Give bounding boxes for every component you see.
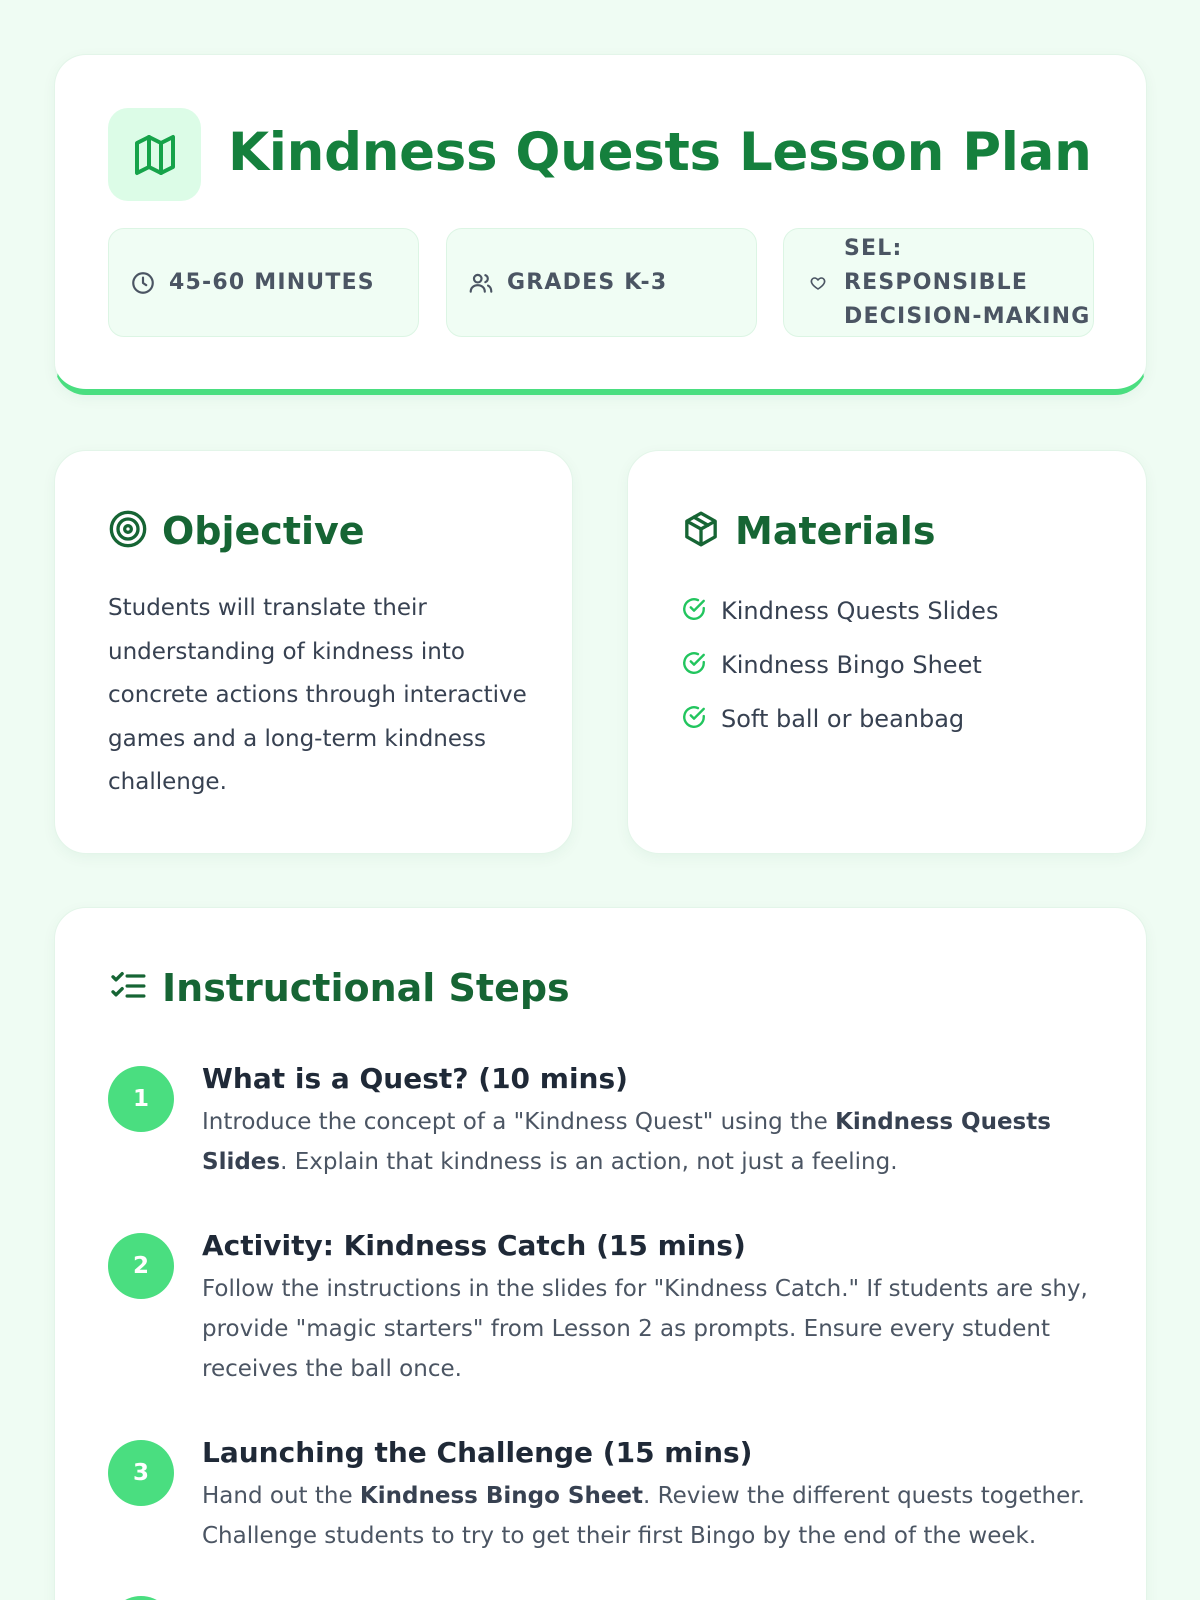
target-icon [108,509,148,553]
step-item [108,1225,1108,1395]
sel-label-line1: SEL: RESPONSIBLE [844,235,1029,295]
step-description: Follow the instructions in the slides for "Kindness Catch." If students are shy, provide "magic starters" from Lesson 2 as prompts. Ensure every student receives the ball once. [202,1276,1088,1382]
step-desc-text: . Review the different quests together. Challenge students to try to get their first Bingo by the end of the week. [202,1483,1085,1549]
step-title: Launching the Challenge (15 mins) [202,1436,753,1469]
material-label: Kindness Quests Slides [721,597,999,625]
list-checks-icon [108,966,148,1010]
sel-label-line2: DECISION-MAKING [844,303,1091,329]
objective-text: Students will translate their understanding of kindness into concrete actions through interactive games and a long-term kindness challenge. [108,595,527,795]
objective-heading [108,506,365,556]
sel-badge [783,228,1094,337]
step-number [108,1596,174,1600]
materials-card [627,450,1147,854]
step-number: 2 [108,1233,174,1299]
duration-badge [108,228,419,337]
material-label: Kindness Bingo Sheet [721,651,982,679]
page-title: Kindness Quests Lesson Plan [228,122,1092,183]
step-description [202,1102,1102,1182]
sel-label [844,232,1093,334]
objective-card [54,450,573,854]
list-item [681,692,998,746]
grades-label: GRADES K-3 [507,269,668,295]
materials-heading-label: Materials [735,509,936,553]
instructional-steps-card [54,907,1147,1600]
list-item [681,584,998,638]
package-icon [681,509,721,553]
material-label: Soft ball or beanbag [721,705,965,733]
step-desc-text: Introduce the concept of a "Kindness Quest" using the [202,1109,836,1135]
clock-icon [129,269,157,297]
steps-heading-label: Instructional Steps [162,966,570,1010]
step-description [202,1476,1102,1556]
users-icon [467,269,495,297]
step-desc-emphasis: Kindness Bingo Sheet [359,1483,644,1509]
grades-badge [446,228,757,337]
map-icon [108,108,201,201]
step-number: 3 [108,1440,174,1506]
step-title: Activity: Kindness Catch (15 mins) [202,1229,746,1262]
check-circle-icon [681,704,707,734]
step-desc-emphasis: Kindness Quests Slides [202,1109,1051,1175]
materials-list [681,584,998,746]
check-circle-icon [681,596,707,626]
list-item [681,638,998,692]
materials-heading [681,506,935,556]
step-desc-text: Hand out the [202,1483,360,1509]
steps-heading [108,963,570,1013]
step-title: What is a Quest? (10 mins) [202,1062,628,1095]
header-card [54,54,1147,395]
objective-heading-label: Objective [162,509,365,553]
step-item [108,1058,1108,1188]
check-circle-icon [681,650,707,680]
step-item [108,1432,1108,1562]
step-number: 1 [108,1066,174,1132]
step-desc-text: . Explain that kindness is an action, not just a feeling. [280,1149,898,1175]
heart-icon [804,269,832,297]
duration-label: 45-60 MINUTES [169,269,375,295]
